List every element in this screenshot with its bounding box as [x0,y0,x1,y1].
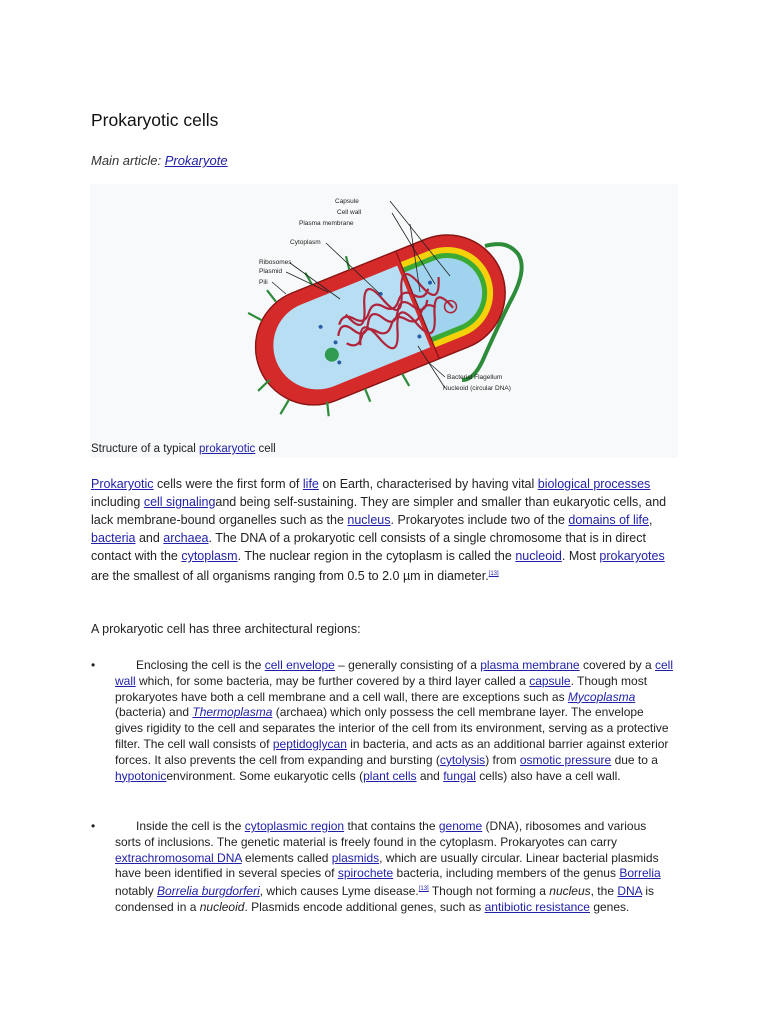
link-plasmids[interactable]: plasmids [331,850,380,865]
link-plasma-membrane[interactable]: plasma membrane [480,658,580,672]
link-archaea[interactable]: archaea [163,531,209,545]
label-ribosomes: Ribosomes [259,259,292,266]
link-hypotonic[interactable]: hypotonic [115,768,167,783]
link-cytoplasm[interactable]: cytoplasm [181,549,238,563]
link-life[interactable]: life [302,477,319,491]
envelope-bullet-text: Enclosing the cell is the cell envelope – generally consisting of a plasma membrane covered by a cell wall which, for some bacteria, may be further covered by a third layer called a capsule. Though most prokaryotes have both a cell membrane and a cell wall, there are exceptions such as Mycoplasma (bacteria) and Thermoplasma (archaea) which only possess the cell membrane layer. The envelope gives rigidity to the cell and separates the interior of the cell from its environment, serving as a protective filter. The cell wall consists of peptidoglycan in bacteria, and acts as an additional barrier against exterior forces. It also prevents the cell from expanding and bursting (cytolysis) from osmotic pressure due to a hypotonicenvironment. Some eukaryotic cells (plant cells and fungal cells) also have a cell wall. [115,658,673,783]
link-cytolysis[interactable]: cytolysis [439,752,486,767]
citation-13-b[interactable]: [13] [418,886,429,893]
link-cell-signaling[interactable]: cell signaling [143,495,216,509]
prokaryote-diagram [90,184,678,458]
link-bacteria[interactable]: bacteria [91,531,136,545]
link-nucleoid[interactable]: nucleoid [515,549,562,563]
link-cell-wall[interactable]: cell wall [115,658,673,688]
link-borrelia[interactable]: Borrelia [619,866,661,881]
cytoplasmic-bullet-text: Inside the cell is the cytoplasmic region that contains the genome (DNA), ribosomes and various sorts of inclusions. The genetic material is freely found in the cytoplasm. Prokaryotes can carry extrachromosomal DNA elements called plasmids, which are usually circular. Linear bacterial plasmids have been identified in several species of spirochete bacteria, including members of the genus Borrelia notably Borrelia burgdorferi, which causes Lyme disease.[13] Though not forming a nucleus, the DNA is condensed in a nucleoid. Plasmids encode additional genes, such as antibiotic resistance genes. [115,819,661,914]
section-heading: Prokaryotic cells [91,110,219,130]
link-nucleus[interactable]: nucleus [347,513,391,527]
prokaryote-link[interactable]: Prokaryote [164,153,228,168]
intro-paragraph: Prokaryotic cells were the first form of life on Earth, characterised by having vital biological processes including cell signalingand being self-sustaining. They are simpler and smaller than eukaryotic cells, and lack membrane-bound organelles such as the nucleus. Prokaryotes include two of the domains of life, bacteria and archaea. The DNA of a prokaryotic cell consists of a single chromosome that is in direct contact with the cytoplasm. The nuclear region in the cytoplasm is called the nucleoid. Most prokaryotes are the smallest of all organisms ranging from 0.5 to 2.0 µm in diameter.[13] [91,477,667,584]
link-genome[interactable]: genome [438,819,483,833]
label-nucleoid: Nucleoid (circular DNA) [443,385,511,392]
link-prokaryotic[interactable]: Prokaryotic [91,477,154,491]
caption-prokaryotic-link[interactable]: prokaryotic [199,443,256,455]
link-prokaryotes[interactable]: prokaryotes [599,549,665,563]
label-plasma-membrane: Plasma membrane [299,220,354,227]
link-antibiotic-resistance[interactable]: antibiotic resistance [484,899,590,914]
label-plasmid: Plasmid [259,268,283,275]
link-peptidoglycan[interactable]: peptidoglycan [272,736,347,751]
link-capsule[interactable]: capsule [529,673,571,688]
label-cytoplasm: Cytoplasm [290,239,321,246]
link-cytoplasmic-region[interactable]: cytoplasmic region [244,819,345,833]
label-flagellum: Bacterial Flagellum [447,374,503,381]
link-extrachromosomal-dna[interactable]: extrachromosomal DNA [115,850,242,865]
label-capsule: Capsule [335,198,359,205]
main-article-note: Main article: Prokaryote [91,153,228,168]
link-osmotic-pressure[interactable]: osmotic pressure [519,752,612,767]
link-cell-envelope[interactable]: cell envelope [264,658,335,672]
link-biological-processes[interactable]: biological processes [537,477,651,491]
link-plant-cells[interactable]: plant cells [363,768,417,783]
citation-13[interactable]: [13] [488,571,499,577]
regions-intro: A prokaryotic cell has three architectural regions: [91,622,361,636]
label-cell-wall: Cell wall [337,209,362,216]
bullet-dot: • [91,658,96,672]
cell-diagram-figure [90,184,678,458]
link-domains-of-life[interactable]: domains of life [568,513,649,527]
link-dna[interactable]: DNA [617,884,643,899]
link-spirochete[interactable]: spirochete [337,866,394,881]
label-pili: Pili [259,279,268,286]
link-fungal[interactable]: fungal [443,768,476,783]
bullet-dot: • [91,819,96,833]
link-mycoplasma[interactable]: Mycoplasma [567,689,636,704]
link-thermoplasma[interactable]: Thermoplasma [192,705,273,720]
figure-caption: Structure of a typical prokaryotic cell [91,443,276,455]
link-borrelia-burgdorferi[interactable]: Borrelia burgdorferi [157,884,260,899]
